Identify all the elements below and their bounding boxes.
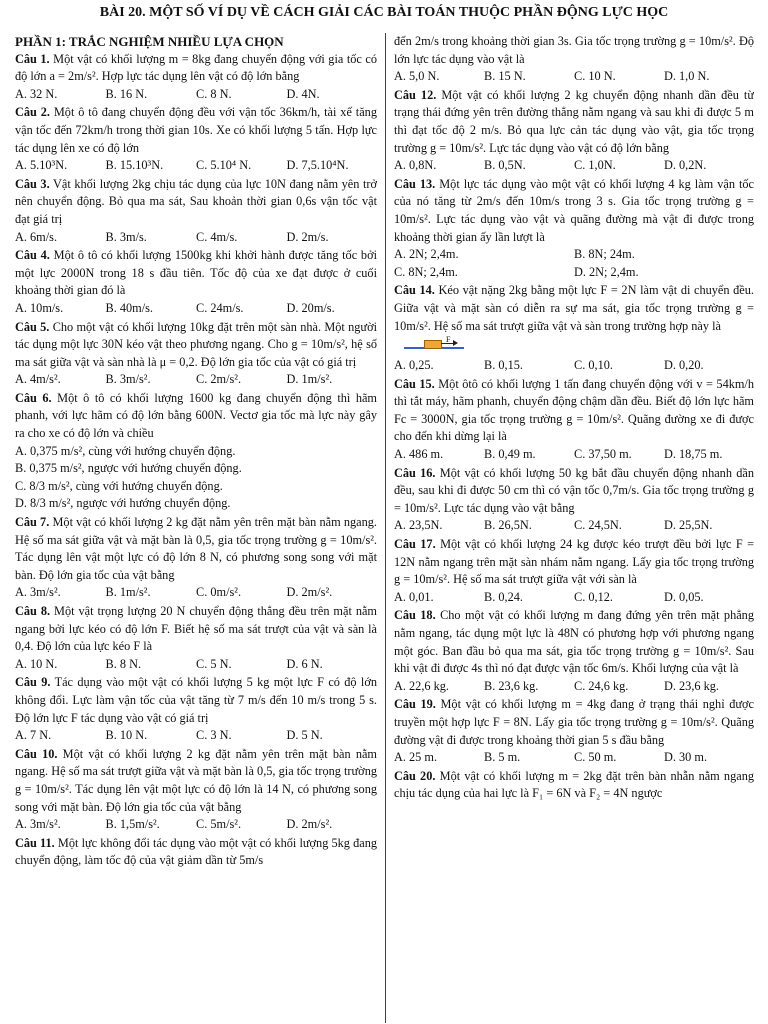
answer-option: C. 10 N. [574, 69, 616, 84]
answer-option: A. 25 m. [394, 750, 438, 765]
answer-option: B. 1,5m/s². [105, 817, 160, 832]
question-block [394, 33, 754, 86]
question-body: Một vật có khối lượng 24 kg được kéo trượt đều bởi lực F = 12N nằm ngang trên mặt sàn nhám nằm ngang. Lấy gia tốc trọng trường g = 10m/s². Hệ số ma sát trượt giữa vật với sàn là [394, 537, 754, 587]
answer-option: B. 10 N. [105, 728, 148, 743]
answer-option: B. 0,49 m. [484, 447, 536, 462]
answer-option: D. 23,6 kg. [664, 678, 719, 693]
question-body: Một vật có khối lượng 50 kg bắt đầu chuyển động nhanh dần đều, sau khi đi được 50 cm thì có vận tốc 0,7m/s. Gia tốc trọng trường g = 10m/s². Lực tác dụng vào vật bằng [394, 465, 754, 515]
question-text [394, 282, 754, 335]
answer-option: C. 0,10. [574, 358, 613, 373]
question-block [15, 835, 377, 870]
answer-option: D. 25,5N. [664, 518, 713, 533]
question-body: Một vật có khối lượng 2 kg đặt nằm yên trên mặt bàn nằm ngang. Hệ số ma sát giữa vật và mặt bàn là 0,5, gia tốc trọng trường g = 10m/s². Tác dụng lên vật một lực có độ lớn 8 N, có phương song song với mặt bàn. Độ lớn gia tốc của vật bằng [15, 515, 377, 582]
force-label: F [446, 335, 451, 345]
question-label: Câu 8. [15, 604, 51, 618]
question-body: Một vật có khối lượng 2 kg chuyển động nhanh dần đều từ trạng thái đứng yên trên đường thẳng nằm ngang và sau khi đi được 5 m thì đạt tốc độ 2 m/s. Bỏ qua lực cản tác dụng vào vật, gia tốc trọng trường g = 10m/s². Lực tác dụng vào vật có độ lớn bằng [394, 87, 754, 155]
answer-options [394, 246, 754, 281]
answer-options [15, 157, 377, 175]
answer-option: C. 5m/s². [196, 817, 242, 832]
answer-option: B. 0,24. [484, 589, 523, 604]
question-text [394, 696, 754, 749]
document-title: BÀI 20. MỘT SỐ VÍ DỤ VỀ CÁCH GIẢI CÁC BÀI TOÁN THUỘC PHẦN ĐỘNG LỰC HỌC [99, 5, 669, 20]
answer-option: D. 0,20. [664, 358, 704, 373]
question-body: Một ô tô có khối lượng 1500kg khi khởi hành được tăng tốc bởi một lực 2000N trong 18 s đầu tiên. Tốc độ của xe đạt được ở cuối khoảng thời gian đó là [15, 248, 377, 298]
answer-option: A. 6m/s. [15, 229, 58, 244]
answer-option: B. 5 m. [484, 750, 521, 765]
answer-options [394, 357, 754, 375]
answer-option: B. 0,15. [484, 358, 523, 373]
question-block [394, 768, 754, 803]
answer-option: C. 3 N. [196, 728, 232, 743]
question-block [15, 319, 377, 389]
question-text [15, 390, 377, 443]
answer-option: A. 0,8N. [394, 158, 437, 173]
question-label: Câu 16. [394, 465, 436, 480]
answer-option: A. 0,25. [394, 358, 434, 373]
answer-option: D. 30 m. [664, 750, 708, 765]
answer-option: C. 8 N. [196, 86, 232, 101]
answer-options [394, 589, 754, 607]
answer-option: C. 8/3 m/s², cùng với hướng chuyển động. [15, 478, 223, 493]
answer-option: D. 1m/s². [286, 372, 333, 387]
answer-options [394, 517, 754, 535]
question-text [394, 176, 754, 246]
answer-option: C. 4m/s. [196, 229, 238, 244]
question-text [15, 746, 377, 816]
question-block [394, 465, 754, 535]
question-body: Một vật trọng lượng 20 N chuyển động thẳng đều trên mặt nằm ngang bởi lực kéo có độ lớn F. Biết hệ số ma sát trượt của vật và sàn là 0,4. Độ lớn của lực kéo F là [15, 604, 377, 654]
question-text [394, 607, 754, 677]
question-block [394, 536, 754, 606]
answer-option: D. 4N. [286, 86, 320, 101]
answer-options [15, 86, 377, 104]
question-block [15, 390, 377, 513]
force-diagram [394, 335, 754, 355]
question-label: Câu 18. [394, 608, 436, 623]
question-label: Câu 10. [15, 746, 58, 761]
question-body: Cho một vật có khối lượng 10kg đặt trên một sàn nhà. Một người tác dụng một lực 30N kéo vật theo phương ngang. Cho g = 10m/s², hệ số ma sát giữa vật và sàn nhà là μ = 0,2. Độ lớn gia tốc của vật có giá trị [15, 319, 377, 369]
answer-option: D. 8/3 m/s², ngược với hướng chuyển động. [15, 496, 231, 511]
answer-option: D. 5 N. [286, 728, 323, 743]
answer-option: C. 37,50 m. [574, 447, 632, 462]
question-block [394, 696, 754, 766]
answer-option: C. 50 m. [574, 750, 617, 765]
answer-option: B. 8N; 24m. [574, 247, 635, 262]
question-label: Câu 13. [394, 176, 436, 191]
answer-options [394, 446, 754, 464]
answer-option: C. 24m/s. [196, 300, 244, 315]
answer-option: A. 10m/s. [15, 300, 64, 315]
answer-option: A. 5.10³N. [15, 158, 68, 173]
question-label: Câu 15. [394, 376, 435, 391]
question-label: Câu 11. [15, 835, 55, 850]
answer-option: A. 0,375 m/s², cùng với hướng chuyển động. [15, 443, 236, 458]
answer-options [15, 371, 377, 389]
question-text [15, 247, 377, 300]
answer-options [15, 584, 377, 602]
question-label: Câu 7. [15, 515, 50, 530]
question-body: Một ô tô có khối lượng 1600 kg đang chuyển động thì hãm phanh, với lực hãm có độ lớn bằng 600N. Vectơ gia tốc mà lực này gây ra cho xe có độ lớn và chiều [15, 390, 377, 441]
answer-option: C. 5.10⁴ N. [196, 158, 252, 173]
answer-option: B. 0,5N. [484, 158, 526, 173]
question-body: đến 2m/s trong khoảng thời gian 3s. Gia tốc trọng trường g = 10m/s². Độ lớn lực tác dụng vào vật là [394, 34, 754, 66]
answer-options [15, 300, 377, 318]
question-label: Câu 4. [15, 248, 50, 263]
answer-options [394, 678, 754, 696]
answer-option: D. 0,05. [664, 589, 704, 604]
answer-option: A. 22,6 kg. [394, 678, 449, 693]
answer-option: D. 7,5.10⁴N. [286, 158, 349, 173]
answer-option: A. 32 N. [15, 86, 58, 101]
answer-option: D. 2m/s². [286, 585, 333, 600]
question-text [394, 376, 754, 446]
question-block [15, 603, 377, 673]
answer-option: D. 1,0 N. [664, 69, 710, 84]
question-body: Một lực tác dụng vào một vật có khối lượng 4 kg làm vận tốc của nó tăng từ 2m/s đến 10m/s trong 3 s. Gia tốc trọng trường g = 10m/s². Lực tác dụng vào vật và quãng đường mà vật đi được trong khoảng thời gian ấy lần lượt là [394, 176, 754, 244]
answer-option: A. 4m/s². [15, 372, 61, 387]
question-text [15, 104, 377, 157]
answer-option: C. 8N; 2,4m. [394, 264, 458, 279]
answer-options [394, 749, 754, 767]
answer-option: B. 0,375 m/s², ngược với hướng chuyển động. [15, 461, 242, 476]
answer-option: D. 2m/s. [286, 229, 329, 244]
answer-option: C. 0,12. [574, 589, 613, 604]
question-block [15, 514, 377, 602]
question-block [394, 176, 754, 282]
answer-option: A. 3m/s². [15, 585, 61, 600]
answer-option: A. 0,01. [394, 589, 434, 604]
question-body: Cho một vật có khối lượng m đang đứng yên trên mặt phẳng nằm ngang, tác dụng một lực là 48N có phương hợp với phương ngang một góc. Ban đầu bỏ qua ma sát, gia tốc trọng trường g = 10m/s². Sau khi vật đi được 4s thì nó đạt được vận tốc 6m/s. Khối lượng của vật là [394, 608, 754, 676]
answer-option: B. 1m/s². [105, 585, 151, 600]
answer-option: B. 3m/s². [105, 372, 151, 387]
question-text [394, 87, 754, 157]
question-body: Kéo vật nặng 2kg bằng một lực F = 2N làm vật di chuyển đều. Giữa vật và mặt sàn có diễn ra sự ma sát, gia tốc trọng trường g = 10m/s². Hệ số ma sát trượt giữa vật và sàn trong trường hợp này là [394, 283, 754, 333]
question-body: Một vật có khối lượng m = 8kg đang chuyển động với gia tốc có độ lớn a = 2m/s². Hợp lực tác dụng lên vật có độ lớn bằng [15, 51, 377, 84]
answer-option: B. 15.10³N. [105, 158, 164, 173]
question-body: Một vật có khối lượng m = 4kg đang ở trạng thái nghỉ được truyền một hợp lực F = 8N. Lấy gia tốc trọng trường g = 10m/s². Quãng đường vật đi được trong khoảng thời gian 5 s đầu bằng [394, 697, 754, 747]
block-icon [424, 340, 442, 349]
answer-option: D. 2m/s². [286, 817, 333, 832]
answer-option: B. 23,6 kg. [484, 678, 539, 693]
answer-option: B. 15 N. [484, 69, 526, 84]
answer-option: C. 5 N. [196, 656, 232, 671]
question-label: Câu 20. [394, 768, 436, 783]
answer-option: B. 8 N. [105, 656, 142, 671]
question-label: Câu 5. [15, 319, 50, 334]
question-label: Câu 3. [15, 176, 50, 191]
question-text [394, 768, 754, 803]
question-label: Câu 14. [394, 283, 435, 298]
answer-option: C. 2m/s². [196, 372, 242, 387]
question-label: Câu 19. [394, 697, 436, 712]
part-title: PHẦN 1: TRẮC NGHIỆM NHIỀU LỰA CHỌN [15, 34, 284, 49]
question-block [15, 674, 377, 744]
question-body: Tác dụng vào một vật có khối lượng 5 kg một lực F có độ lớn không đổi. Lực làm vận tốc của vật tăng từ 7 m/s đến 10 m/s trong 5 s. Độ lớn lực F tác dụng vào vật có giá trị [15, 675, 377, 725]
question-label: Câu 1. [15, 51, 50, 66]
question-body: Vật khối lượng 2kg chịu tác dụng của lực 10N đang nằm yên trở nên chuyển động. Bỏ qua ma sát, Sau khoản thời gian 0,6s vận tốc vật đạt giá trị [15, 176, 377, 226]
answer-option: A. 10 N. [15, 656, 58, 671]
question-label: Câu 12. [394, 87, 437, 102]
question-body: Một ôtô có khối lượng 1 tấn đang chuyển động với v = 54km/h thì tắt máy, hãm phanh, chuyển động chậm dần đều. Biết độ lớn lực hãm Fc = 3000N, gia tốc trọng trường g = 10m/s². Quãng đường xe đi được cho đến khi dừng lại là [394, 376, 754, 444]
answer-options [394, 157, 754, 175]
question-block [15, 104, 377, 174]
answer-options [394, 68, 754, 86]
question-text [15, 835, 377, 870]
question-body: Một vật có khối lượng m = 2kg đặt trên bàn nhẵn nằm ngang chịu tác dụng của hai lực là F₁ = 6N và F₂ = 4N ngược [394, 768, 754, 801]
answer-option: D. 18,75 m. [664, 447, 723, 462]
question-block [394, 607, 754, 695]
question-block [394, 376, 754, 464]
answer-options [15, 727, 377, 745]
answer-options [15, 443, 377, 513]
question-text [15, 603, 377, 656]
question-label: Câu 2. [15, 105, 50, 120]
question-block [15, 51, 377, 104]
question-text [15, 51, 377, 86]
answer-option: A. 23,5N. [394, 518, 443, 533]
question-text [394, 536, 754, 589]
question-label: Câu 9. [15, 675, 51, 690]
right-column [394, 33, 754, 1023]
question-body: Một ô tô đang chuyển động đều với vận tốc 36km/h, tài xế tăng vận tốc đến 72km/h trong thời gian 10s. Xe có khối lượng 5 tấn. Hợp lực tác dụng lên xe có độ lớn [15, 105, 377, 155]
answer-option: D. 6 N. [286, 656, 323, 671]
answer-option: A. 3m/s². [15, 817, 61, 832]
answer-option: C. 24,6 kg. [574, 678, 629, 693]
column-divider [385, 33, 386, 1023]
question-block [15, 247, 377, 317]
answer-option: D. 2N; 2,4m. [574, 264, 639, 279]
answer-options [15, 229, 377, 247]
answer-option: B. 3m/s. [105, 229, 147, 244]
answer-option: B. 26,5N. [484, 518, 532, 533]
question-body: Một vật có khối lượng 2 kg đặt nằm yên trên mặt bàn nằm ngang. Hệ số ma sát trượt giữa vật và mặt bàn là 0,5, gia tốc trọng trường g = 10m/s². Tác dụng lên vật một lực có độ lớn là 14 N, có phương song song với mặt bàn. Độ lớn gia tốc của vật bằng [15, 746, 377, 814]
question-label: Câu 6. [15, 390, 52, 405]
question-block [394, 87, 754, 175]
answer-options [15, 656, 377, 674]
question-text [15, 514, 377, 584]
answer-option: A. 2N; 2,4m. [394, 247, 459, 262]
answer-option: D. 20m/s. [286, 300, 335, 315]
question-body: Một lực không đổi tác dụng vào một vật có khối lượng 5kg đang chuyển động, làm tốc độ của vật giảm dần từ 5m/s [15, 835, 377, 868]
answer-options [15, 816, 377, 834]
answer-option: C. 0m/s². [196, 585, 242, 600]
question-block [394, 282, 754, 374]
question-block [15, 176, 377, 246]
question-text [394, 465, 754, 518]
question-label: Câu 17. [394, 537, 436, 552]
answer-option: B. 40m/s. [105, 300, 153, 315]
question-text [15, 674, 377, 727]
answer-option: A. 5,0 N. [394, 69, 440, 84]
question-text [15, 319, 377, 372]
answer-option: D. 0,2N. [664, 158, 707, 173]
answer-option: A. 7 N. [15, 728, 52, 743]
question-text [15, 176, 377, 229]
question-text [394, 33, 754, 68]
left-column [15, 33, 377, 1023]
answer-option: B. 16 N. [105, 86, 148, 101]
answer-option: C. 1,0N. [574, 158, 616, 173]
answer-option: C. 24,5N. [574, 518, 622, 533]
answer-option: A. 486 m. [394, 447, 444, 462]
question-block [15, 746, 377, 834]
